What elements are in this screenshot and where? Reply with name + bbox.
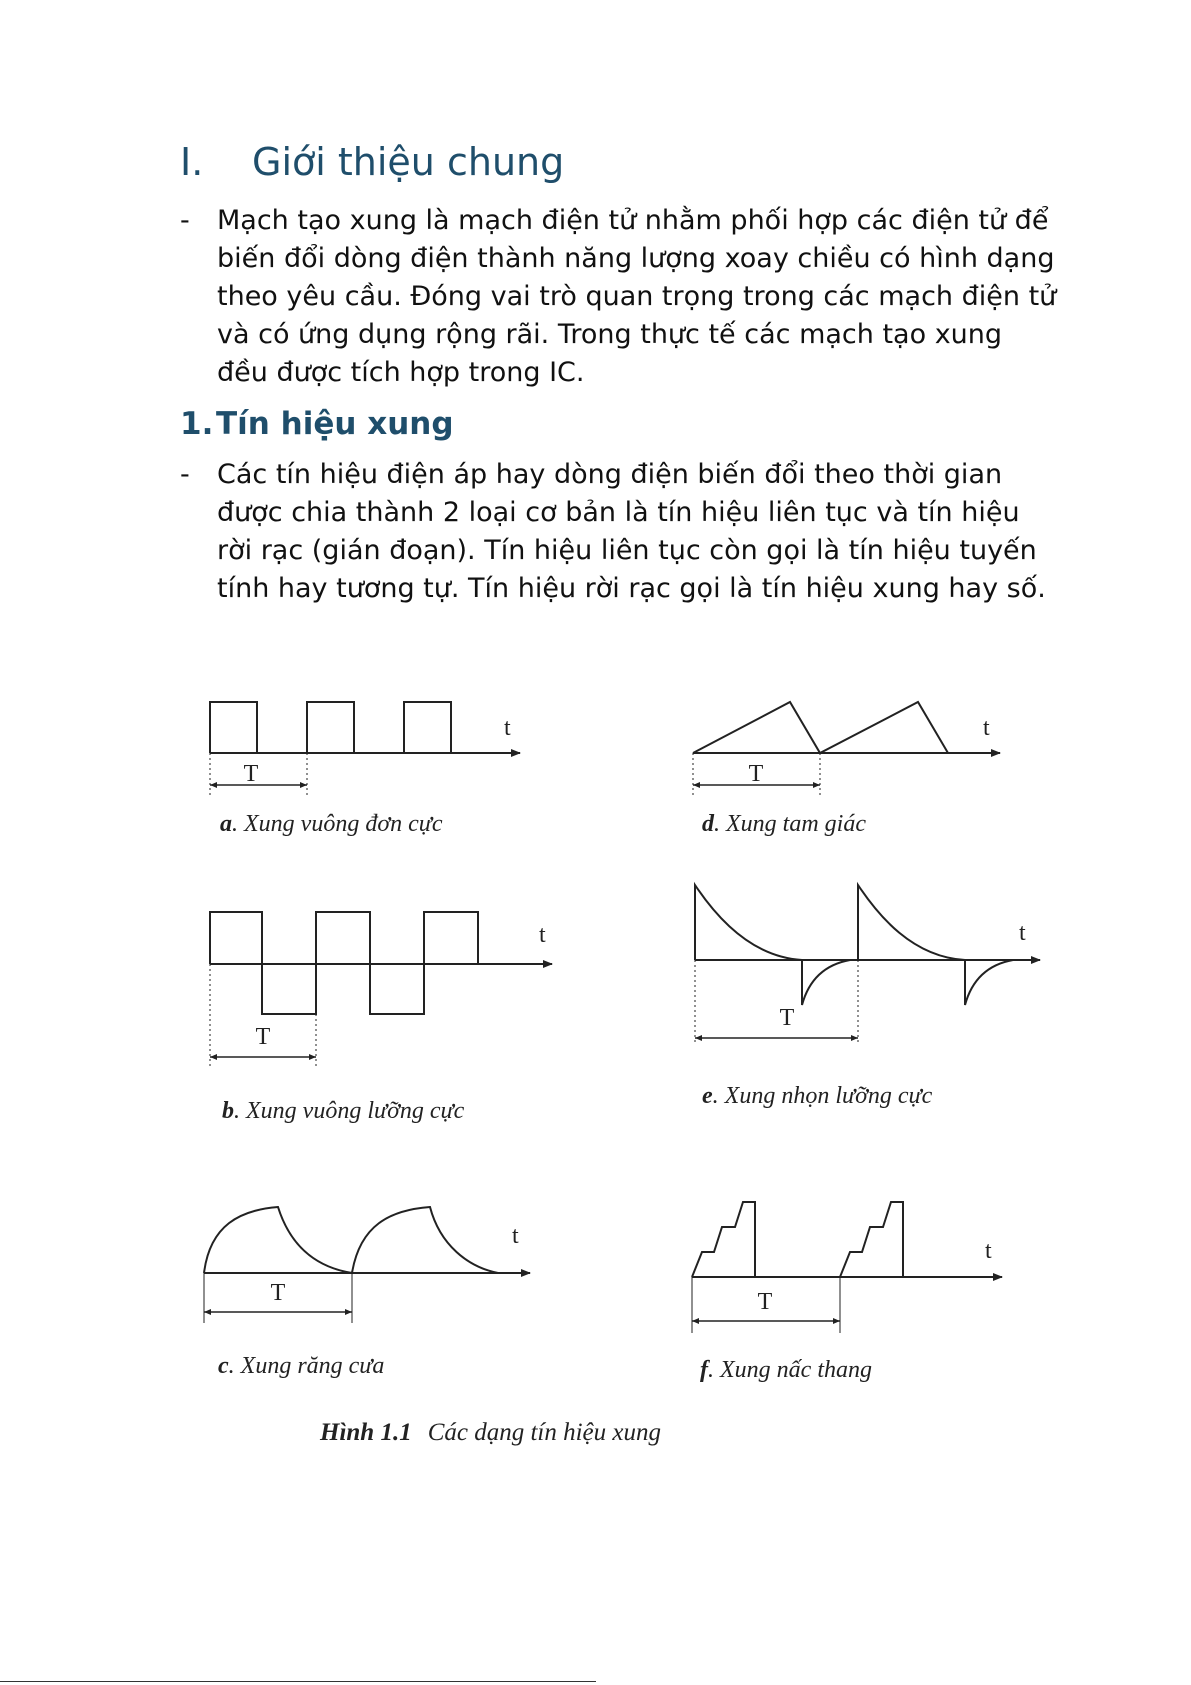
pulse-signals-figure xyxy=(190,685,1070,1455)
period-label: T xyxy=(748,761,764,787)
spike-bipolar-waveform xyxy=(695,885,1040,1045)
bullet-dash: - xyxy=(180,205,190,236)
subsection-title: Tín hiệu xung xyxy=(216,406,454,442)
figure-caption-label: Hình 1.1 xyxy=(320,1419,412,1446)
panel-caption-text: . Xung vuông đơn cực xyxy=(232,811,443,837)
intro-paragraph xyxy=(180,202,1060,392)
panel-letter: c xyxy=(218,1353,229,1379)
signal-paragraph xyxy=(180,456,1060,608)
period-label: T xyxy=(757,1289,773,1315)
axis-label: t xyxy=(983,715,990,741)
page-bottom-rule xyxy=(0,1681,596,1682)
section-heading xyxy=(180,140,564,184)
bullet-dash: - xyxy=(180,459,190,490)
axis-label: t xyxy=(512,1223,519,1249)
triangle-waveform xyxy=(693,702,1000,797)
period-label: T xyxy=(255,1024,271,1050)
paragraph-text: Các tín hiệu điện áp hay dòng điện biến đổi theo thời gian được chia thành 2 loại cơ bản là tín hiệu liên tục và tín hiệu rời rạc (gián đoạn). Tín hiệu liên tục còn gọi là tín hiệu tuyến tính hay tương tự. Tín hiệu rời rạc gọi là tín hiệu xung hay số. xyxy=(217,459,1046,604)
panel-caption xyxy=(702,811,866,837)
period-label: T xyxy=(243,761,259,787)
axis-label: t xyxy=(985,1238,992,1264)
paragraph-text: Mạch tạo xung là mạch điện tử nhằm phối hợp các điện tử để biến đổi dòng điện thành năng lượng xoay chiều có hình dạng theo yêu cầu. Đóng vai trò quan trọng trong các mạch điện tử và có ứng dụng rộng rãi. Trong thực tế các mạch tạo xung đều được tích hợp trong IC. xyxy=(217,205,1057,388)
staircase-waveform xyxy=(692,1202,1002,1333)
panel-letter: b xyxy=(222,1098,234,1124)
panel-letter: f xyxy=(700,1357,708,1383)
panel-letter: a xyxy=(220,811,232,837)
figure-caption-text: Các dạng tín hiệu xung xyxy=(427,1419,662,1446)
panel-caption xyxy=(700,1357,872,1383)
panel-letter: d xyxy=(702,811,714,837)
axis-label: t xyxy=(504,715,511,741)
panel-caption-text: . Xung tam giác xyxy=(714,811,866,837)
panel-letter: e xyxy=(702,1083,713,1109)
sawtooth-waveform xyxy=(204,1207,530,1323)
axis-label: t xyxy=(539,922,546,948)
period-label: T xyxy=(270,1280,286,1306)
panel-caption-text: . Xung nấc thang xyxy=(708,1357,872,1383)
period-label: T xyxy=(779,1005,795,1031)
figure-caption xyxy=(319,1419,661,1446)
subsection-number: 1. xyxy=(180,406,214,442)
panel-caption-text: . Xung răng cưa xyxy=(228,1353,385,1379)
axis-label: t xyxy=(1019,920,1026,946)
panel-caption xyxy=(218,1353,384,1379)
panel-caption-text: . Xung vuông lưỡng cực xyxy=(234,1098,465,1124)
section-title: Giới thiệu chung xyxy=(252,140,565,184)
panel-caption xyxy=(702,1083,933,1109)
panel-caption-text: . Xung nhọn lưỡng cực xyxy=(712,1083,933,1109)
subsection-heading xyxy=(180,406,454,442)
panel-caption xyxy=(222,1098,465,1124)
panel-caption xyxy=(220,811,443,837)
section-number: I. xyxy=(180,140,204,184)
